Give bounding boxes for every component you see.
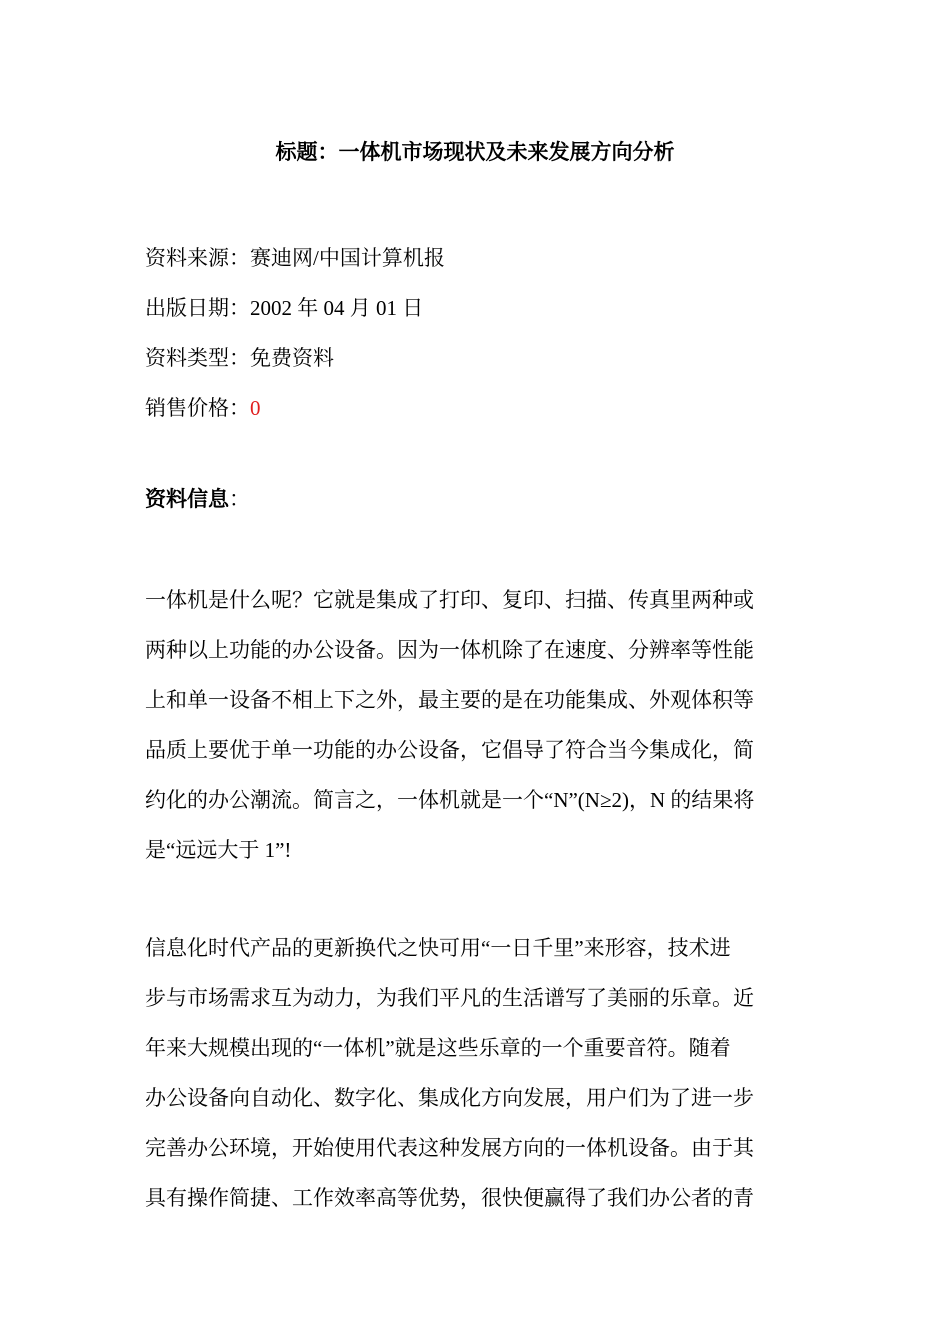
price-label: 销售价格： bbox=[145, 396, 250, 420]
date-line: 出版日期：2002 年 04 月 01 日 bbox=[145, 296, 424, 320]
paragraph-1 bbox=[145, 575, 807, 875]
price-line bbox=[145, 383, 805, 433]
type-line: 资料类型：免费资料 bbox=[145, 346, 334, 370]
price-value: 0 bbox=[250, 396, 261, 420]
paragraph-line: 上和单一设备不相上下之外，最主要的是在功能集成、外观体积等 bbox=[145, 688, 754, 712]
paragraph-line: 约化的办公潮流。简言之，一体机就是一个“N”(N≥2)，N 的结果将 bbox=[145, 788, 755, 812]
source-line: 资料来源：赛迪网/中国计算机报 bbox=[145, 246, 445, 270]
paragraph-line: 年来大规模出现的“一体机”就是这些乐章的一个重要音符。随着 bbox=[145, 1036, 731, 1060]
paragraph-line: 具有操作简捷、工作效率高等优势，很快便赢得了我们办公者的青 bbox=[145, 1186, 754, 1210]
paragraph-line: 信息化时代产品的更新换代之快可用“一日千里”来形容，技术进 bbox=[145, 936, 731, 960]
section-heading bbox=[145, 483, 250, 515]
paragraph-line: 品质上要优于单一功能的办公设备，它倡导了符合当今集成化，简 bbox=[145, 738, 754, 762]
paragraph-line: 步与市场需求互为动力，为我们平凡的生活谱写了美丽的乐章。近 bbox=[145, 986, 754, 1010]
paragraph-line: 两种以上功能的办公设备。因为一体机除了在速度、分辨率等性能 bbox=[145, 638, 754, 662]
section-heading-text: 资料信息 bbox=[145, 487, 229, 511]
paragraph-line: 办公设备向自动化、数字化、集成化方向发展，用户们为了进一步 bbox=[145, 1086, 754, 1110]
metadata-block bbox=[145, 233, 805, 433]
section-heading-colon: ： bbox=[229, 487, 250, 511]
paragraph-line: 完善办公环境，开始使用代表这种发展方向的一体机设备。由于其 bbox=[145, 1136, 754, 1160]
paragraph-2 bbox=[145, 923, 807, 1223]
paragraph-line: 是“远远大于 1”! bbox=[145, 838, 292, 862]
document-title: 标题：一体机市场现状及未来发展方向分析 bbox=[275, 140, 675, 164]
paragraph-line: 一体机是什么呢？它就是集成了打印、复印、扫描、传真里两种或 bbox=[145, 588, 754, 612]
